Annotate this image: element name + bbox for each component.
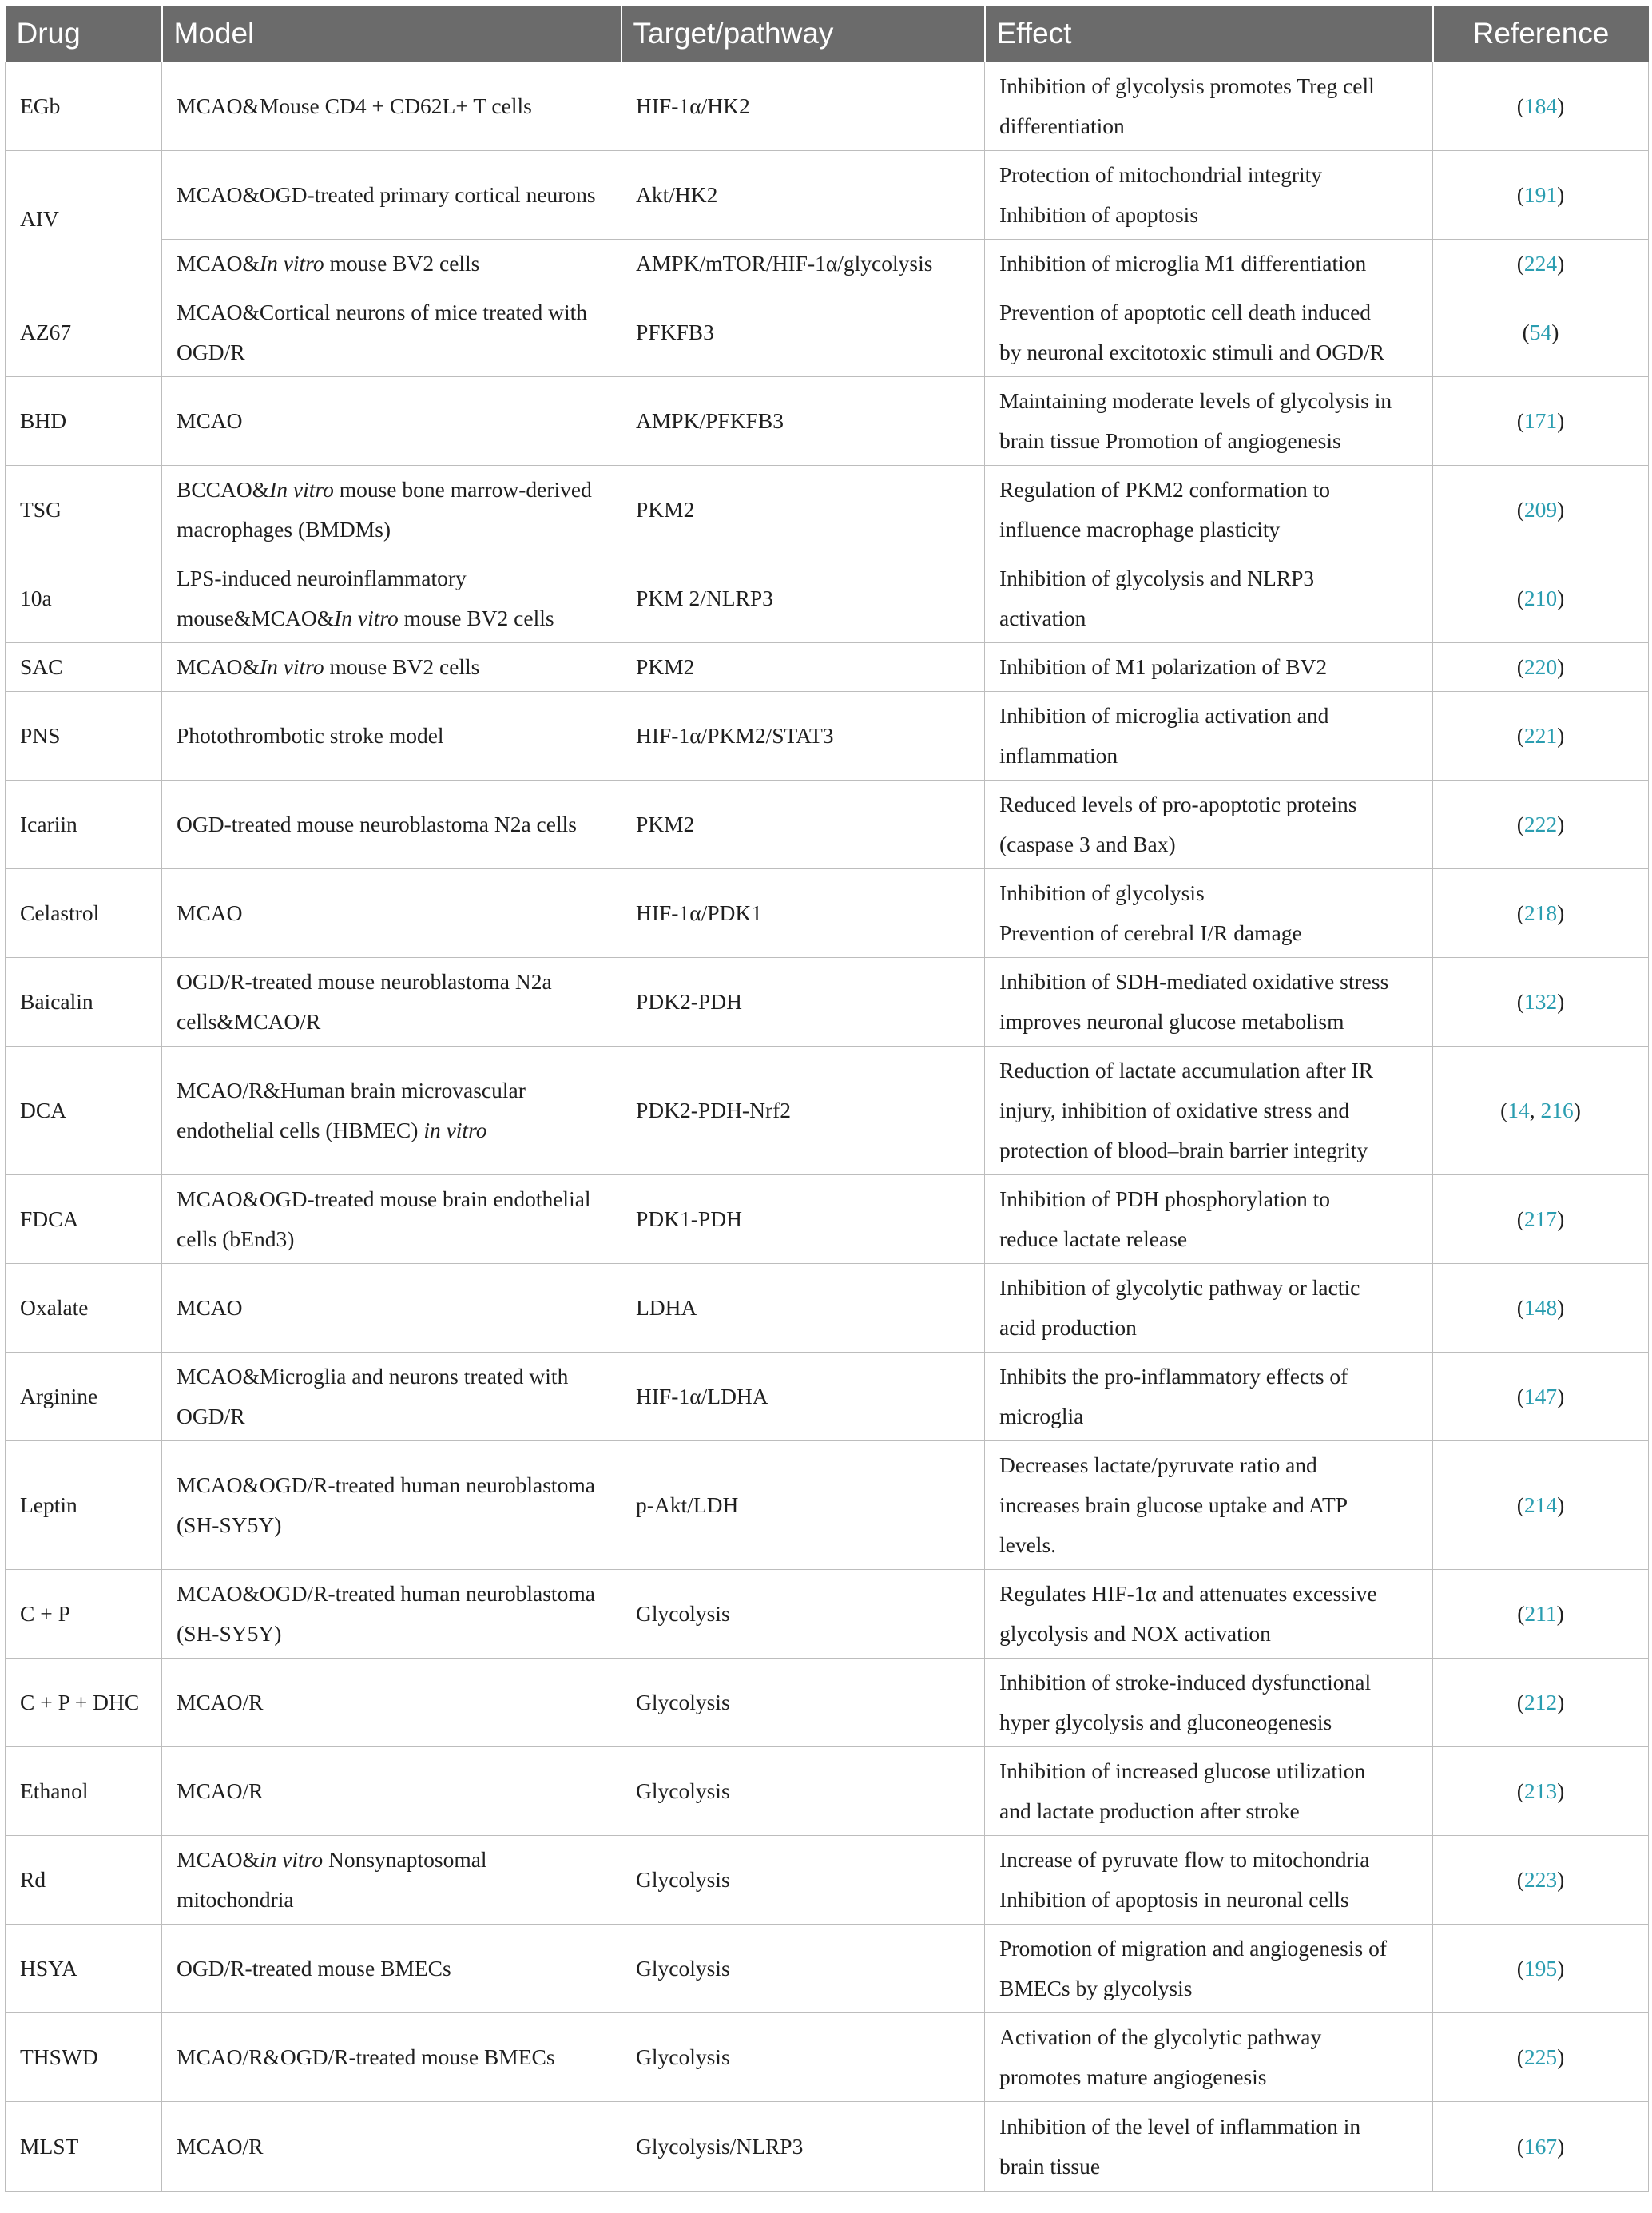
cell-reference: (218): [1433, 868, 1649, 957]
cell-drug: HSYA: [6, 1924, 162, 2012]
cell-reference: (132): [1433, 957, 1649, 1046]
cell-reference: (148): [1433, 1263, 1649, 1352]
cell-effect: [985, 1658, 1433, 1746]
reference-link[interactable]: 148: [1523, 1294, 1558, 1320]
effect-line: Inhibition of the level of inflammation in: [999, 2113, 1361, 2139]
cell-drug: C + P: [6, 1569, 162, 1658]
cell-drug: Ethanol: [6, 1746, 162, 1835]
header-target: Target/pathway: [621, 6, 985, 62]
cell-model: MCAO/R: [162, 1746, 621, 1835]
cell-target: PKM2: [621, 642, 985, 691]
cell-effect: [985, 691, 1433, 780]
cell-model: MCAO&OGD/R-treated human neuroblastoma (SH-SY5Y): [162, 1440, 621, 1569]
cell-model: MCAO&in vitro Nonsynaptosomal mitochondria: [162, 1835, 621, 1924]
reference-link[interactable]: 225: [1523, 2044, 1558, 2069]
effect-line: Increase of pyruvate flow to mitochondria: [999, 1846, 1370, 1872]
table-row: [6, 1658, 1649, 1746]
cell-model: MCAO: [162, 1263, 621, 1352]
cell-reference: (213): [1433, 1746, 1649, 1835]
effect-line: Reduced levels of pro-apoptotic proteins: [999, 791, 1357, 816]
effect-line: hyper glycolysis and gluconeogenesis: [999, 1709, 1332, 1734]
cell-reference: (212): [1433, 1658, 1649, 1746]
cell-reference: (147): [1433, 1352, 1649, 1440]
effect-line: Inhibition of glycolysis: [999, 880, 1205, 905]
table-row: [6, 868, 1649, 957]
cell-model: OGD/R-treated mouse BMECs: [162, 1924, 621, 2012]
cell-model: MCAO&OGD-treated mouse brain endothelial cells (bEnd3): [162, 1174, 621, 1263]
reference-link[interactable]: 209: [1523, 496, 1558, 522]
effect-line: brain tissue: [999, 2153, 1101, 2179]
cell-target: PKM2: [621, 465, 985, 554]
effect-line: glycolysis and NOX activation: [999, 1620, 1271, 1646]
effect-line: inflammation: [999, 742, 1118, 768]
table-row: [6, 239, 1649, 288]
cell-target: PDK1-PDH: [621, 1174, 985, 1263]
cell-target: PDK2-PDH: [621, 957, 985, 1046]
header-drug: Drug: [6, 6, 162, 62]
cell-model: OGD/R-treated mouse neuroblastoma N2a cells&MCAO/R: [162, 957, 621, 1046]
effect-line: improves neuronal glucose metabolism: [999, 1008, 1344, 1034]
cell-target: PDK2-PDH-Nrf2: [621, 1046, 985, 1174]
effect-line: Regulates HIF-1α and attenuates excessive: [999, 1580, 1377, 1606]
cell-model: MCAO/R&Human brain microvascular endothelial cells (HBMEC) in vitro: [162, 1046, 621, 1174]
header-reference: Reference: [1472, 17, 1610, 50]
reference-link[interactable]: 213: [1523, 1778, 1558, 1803]
cell-drug: THSWD: [6, 2012, 162, 2101]
effect-line: Inhibition of glycolysis promotes Treg cell: [999, 73, 1375, 98]
effect-line: Inhibition of apoptosis: [999, 201, 1199, 227]
reference-link[interactable]: 210: [1523, 585, 1558, 610]
effect-line: Inhibits the pro-inflammatory effects of: [999, 1363, 1348, 1389]
table-row: [6, 642, 1649, 691]
cell-reference: (171): [1433, 376, 1649, 465]
cell-model: OGD-treated mouse neuroblastoma N2a cells: [162, 780, 621, 868]
effect-line: microglia: [999, 1403, 1084, 1428]
reference-link[interactable]: 224: [1523, 250, 1558, 276]
cell-model: MCAO: [162, 376, 621, 465]
table-row: [6, 62, 1649, 150]
cell-target: HIF-1α/LDHA: [621, 1352, 985, 1440]
cell-effect: [985, 2101, 1433, 2191]
drug-table: [5, 6, 1649, 2192]
cell-effect: [985, 62, 1433, 150]
table-row: [6, 1263, 1649, 1352]
table-row: [6, 1352, 1649, 1440]
cell-model: MCAO&In vitro mouse BV2 cells: [162, 642, 621, 691]
cell-drug: DCA: [6, 1046, 162, 1174]
cell-reference: (211): [1433, 1569, 1649, 1658]
effect-line: brain tissue Promotion of angiogenesis: [999, 427, 1341, 453]
cell-effect: [985, 554, 1433, 642]
effect-line: Protection of mitochondrial integrity: [999, 161, 1323, 187]
table-row: [6, 1174, 1649, 1263]
reference-link[interactable]: 223: [1523, 1866, 1558, 1892]
table-row: [6, 1569, 1649, 1658]
table-row: [6, 1440, 1649, 1569]
cell-model: MCAO&OGD-treated primary cortical neurons: [162, 150, 621, 239]
effect-line: injury, inhibition of oxidative stress and: [999, 1097, 1350, 1122]
cell-reference: (191): [1433, 150, 1649, 239]
effect-line: Inhibition of PDH phosphorylation to: [999, 1186, 1331, 1211]
effect-line: Inhibition of increased glucose utilization: [999, 1758, 1366, 1783]
cell-model: LPS-induced neuroinflammatory mouse&MCAO&In vitro mouse BV2 cells: [162, 554, 621, 642]
cell-effect: [985, 239, 1433, 288]
table-row: [6, 288, 1649, 376]
reference-link[interactable]: 195: [1523, 1955, 1558, 1981]
cell-drug: TSG: [6, 465, 162, 554]
cell-model: MCAO: [162, 868, 621, 957]
reference-link[interactable]: 218: [1523, 900, 1558, 925]
cell-target: Glycolysis: [621, 1658, 985, 1746]
cell-target: Akt/HK2: [621, 150, 985, 239]
cell-reference: (225): [1433, 2012, 1649, 2101]
cell-drug: Icariin: [6, 780, 162, 868]
cell-effect: [985, 957, 1433, 1046]
cell-target: Glycolysis/NLRP3: [621, 2101, 985, 2191]
table-row: [6, 376, 1649, 465]
table-row: [6, 1746, 1649, 1835]
effect-line: Promotion of migration and angiogenesis of: [999, 1935, 1387, 1961]
cell-reference: (195): [1433, 1924, 1649, 2012]
cell-effect: [985, 780, 1433, 868]
effect-line: and lactate production after stroke: [999, 1798, 1300, 1823]
cell-drug: Rd: [6, 1835, 162, 1924]
cell-target: Glycolysis: [621, 1924, 985, 2012]
cell-model: Photothrombotic stroke model: [162, 691, 621, 780]
cell-drug: PNS: [6, 691, 162, 780]
cell-model: MCAO&In vitro mouse BV2 cells: [162, 239, 621, 288]
cell-effect: [985, 288, 1433, 376]
effect-line: Inhibition of SDH-mediated oxidative stress: [999, 968, 1389, 994]
reference-link[interactable]: 214: [1523, 1492, 1558, 1517]
effect-line: Reduction of lactate accumulation after IR: [999, 1057, 1374, 1083]
cell-drug: EGb: [6, 62, 162, 150]
cell-reference: (223): [1433, 1835, 1649, 1924]
table-row: [6, 150, 1649, 239]
cell-effect: [985, 1440, 1433, 1569]
reference-link[interactable]: 222: [1523, 811, 1558, 836]
cell-target: HIF-1α/PDK1: [621, 868, 985, 957]
cell-model: BCCAO&In vitro mouse bone marrow-derived macrophages (BMDMs): [162, 465, 621, 554]
cell-reference: (209): [1433, 465, 1649, 554]
effect-line: Inhibition of M1 polarization of BV2: [999, 654, 1328, 679]
reference-link[interactable]: 216: [1540, 1097, 1574, 1122]
effect-line: Inhibition of glycolytic pathway or lactic: [999, 1274, 1360, 1300]
cell-drug: Leptin: [6, 1440, 162, 1569]
effect-line: Decreases lactate/pyruvate ratio and: [999, 1452, 1317, 1477]
cell-target: p-Akt/LDH: [621, 1440, 985, 1569]
effect-line: Maintaining moderate levels of glycolysis in: [999, 387, 1392, 413]
effect-line: protection of blood–brain barrier integrity: [999, 1137, 1368, 1162]
cell-target: Glycolysis: [621, 1835, 985, 1924]
cell-target: Glycolysis: [621, 1746, 985, 1835]
effect-line: Prevention of apoptotic cell death induced: [999, 299, 1372, 324]
reference-link[interactable]: 211: [1524, 1600, 1557, 1626]
cell-target: PKM 2/NLRP3: [621, 554, 985, 642]
effect-line: BMECs by glycolysis: [999, 1975, 1193, 2000]
cell-drug: SAC: [6, 642, 162, 691]
cell-reference: (14, 216): [1433, 1046, 1649, 1174]
cell-effect: [985, 1569, 1433, 1658]
effect-line: acid production: [999, 1314, 1137, 1340]
cell-drug: C + P + DHC: [6, 1658, 162, 1746]
table-row: [6, 554, 1649, 642]
cell-reference: (210): [1433, 554, 1649, 642]
cell-target: PFKFB3: [621, 288, 985, 376]
reference-link[interactable]: 221: [1523, 722, 1558, 748]
cell-effect: [985, 465, 1433, 554]
cell-effect: [985, 150, 1433, 239]
cell-effect: [985, 1174, 1433, 1263]
cell-reference: (224): [1433, 239, 1649, 288]
cell-reference: (167): [1433, 2101, 1649, 2191]
header-model: Model: [162, 6, 621, 62]
cell-model: MCAO&Mouse CD4 + CD62L+ T cells: [162, 62, 621, 150]
cell-target: PKM2: [621, 780, 985, 868]
cell-model: MCAO&Microglia and neurons treated with OGD/R: [162, 1352, 621, 1440]
cell-model: MCAO/R: [162, 1658, 621, 1746]
cell-drug: Arginine: [6, 1352, 162, 1440]
cell-reference: (214): [1433, 1440, 1649, 1569]
reference-link[interactable]: 217: [1523, 1206, 1558, 1231]
table-row: [6, 691, 1649, 780]
effect-line: increases brain glucose uptake and ATP: [999, 1492, 1348, 1517]
cell-drug: 10a: [6, 554, 162, 642]
cell-target: Glycolysis: [621, 1569, 985, 1658]
reference-link[interactable]: 191: [1523, 181, 1558, 207]
cell-target: HIF-1α/PKM2/STAT3: [621, 691, 985, 780]
effect-line: Inhibition of glycolysis and NLRP3: [999, 565, 1315, 590]
table-row: [6, 1046, 1649, 1174]
cell-effect: [985, 642, 1433, 691]
cell-effect: [985, 1046, 1433, 1174]
cell-effect: [985, 1746, 1433, 1835]
cell-effect: [985, 1352, 1433, 1440]
effect-line: reduce lactate release: [999, 1226, 1188, 1251]
reference-link[interactable]: 14: [1507, 1097, 1530, 1122]
effect-line: Inhibition of microglia activation and: [999, 702, 1329, 728]
cell-model: MCAO&OGD/R-treated human neuroblastoma (SH-SY5Y): [162, 1569, 621, 1658]
effect-line: Inhibition of apoptosis in neuronal cells: [999, 1886, 1349, 1912]
reference-link[interactable]: 147: [1523, 1383, 1558, 1408]
reference-link[interactable]: 54: [1529, 319, 1552, 344]
effect-line: activation: [999, 605, 1086, 630]
table-row: [6, 1835, 1649, 1924]
reference-link[interactable]: 220: [1523, 654, 1558, 679]
table-row: [6, 2012, 1649, 2101]
cell-drug: AIV: [6, 150, 162, 288]
cell-effect: [985, 376, 1433, 465]
table-row: [6, 2101, 1649, 2191]
effect-line: Regulation of PKM2 conformation to: [999, 476, 1330, 502]
cell-model: MCAO&Cortical neurons of mice treated with OGD/R: [162, 288, 621, 376]
cell-target: LDHA: [621, 1263, 985, 1352]
cell-reference: (184): [1433, 62, 1649, 150]
reference-link[interactable]: 171: [1523, 407, 1558, 433]
table-row: [6, 465, 1649, 554]
effect-line: differentiation: [999, 113, 1125, 138]
cell-model: MCAO/R&OGD/R-treated mouse BMECs: [162, 2012, 621, 2101]
table-header-row: [6, 6, 1649, 62]
cell-drug: Oxalate: [6, 1263, 162, 1352]
cell-drug: Baicalin: [6, 957, 162, 1046]
cell-reference: (222): [1433, 780, 1649, 868]
reference-link[interactable]: 132: [1523, 988, 1558, 1014]
reference-link[interactable]: 184: [1523, 93, 1558, 118]
effect-line: Prevention of cerebral I/R damage: [999, 920, 1302, 945]
cell-effect: [985, 1924, 1433, 2012]
cell-effect: [985, 2012, 1433, 2101]
cell-effect: [985, 1835, 1433, 1924]
cell-effect: [985, 1263, 1433, 1352]
effect-line: influence macrophage plasticity: [999, 516, 1281, 542]
cell-reference: (217): [1433, 1174, 1649, 1263]
header-effect: Effect: [985, 6, 1433, 62]
effect-line: levels.: [999, 1532, 1057, 1557]
effect-line: Inhibition of microglia M1 differentiation: [999, 250, 1367, 276]
table-row: [6, 1924, 1649, 2012]
cell-drug: FDCA: [6, 1174, 162, 1263]
effect-line: (caspase 3 and Bax): [999, 831, 1176, 856]
effect-line: Inhibition of stroke-induced dysfunctional: [999, 1669, 1372, 1695]
reference-link[interactable]: 212: [1523, 1689, 1558, 1714]
effect-line: Activation of the glycolytic pathway: [999, 2024, 1322, 2049]
cell-drug: Celastrol: [6, 868, 162, 957]
cell-effect: [985, 868, 1433, 957]
cell-target: Glycolysis: [621, 2012, 985, 2101]
cell-reference: (54): [1433, 288, 1649, 376]
cell-target: AMPK/PFKFB3: [621, 376, 985, 465]
cell-reference: (221): [1433, 691, 1649, 780]
effect-line: by neuronal excitotoxic stimuli and OGD/R: [999, 339, 1384, 364]
table-row: [6, 780, 1649, 868]
effect-line: promotes mature angiogenesis: [999, 2064, 1267, 2089]
cell-target: HIF-1α/HK2: [621, 62, 985, 150]
cell-drug: BHD: [6, 376, 162, 465]
reference-link[interactable]: 167: [1523, 2133, 1558, 2159]
cell-drug: MLST: [6, 2101, 162, 2191]
cell-drug: AZ67: [6, 288, 162, 376]
cell-model: MCAO/R: [162, 2101, 621, 2191]
cell-reference: (220): [1433, 642, 1649, 691]
table-row: [6, 957, 1649, 1046]
cell-target: AMPK/mTOR/HIF-1α/glycolysis: [621, 239, 985, 288]
